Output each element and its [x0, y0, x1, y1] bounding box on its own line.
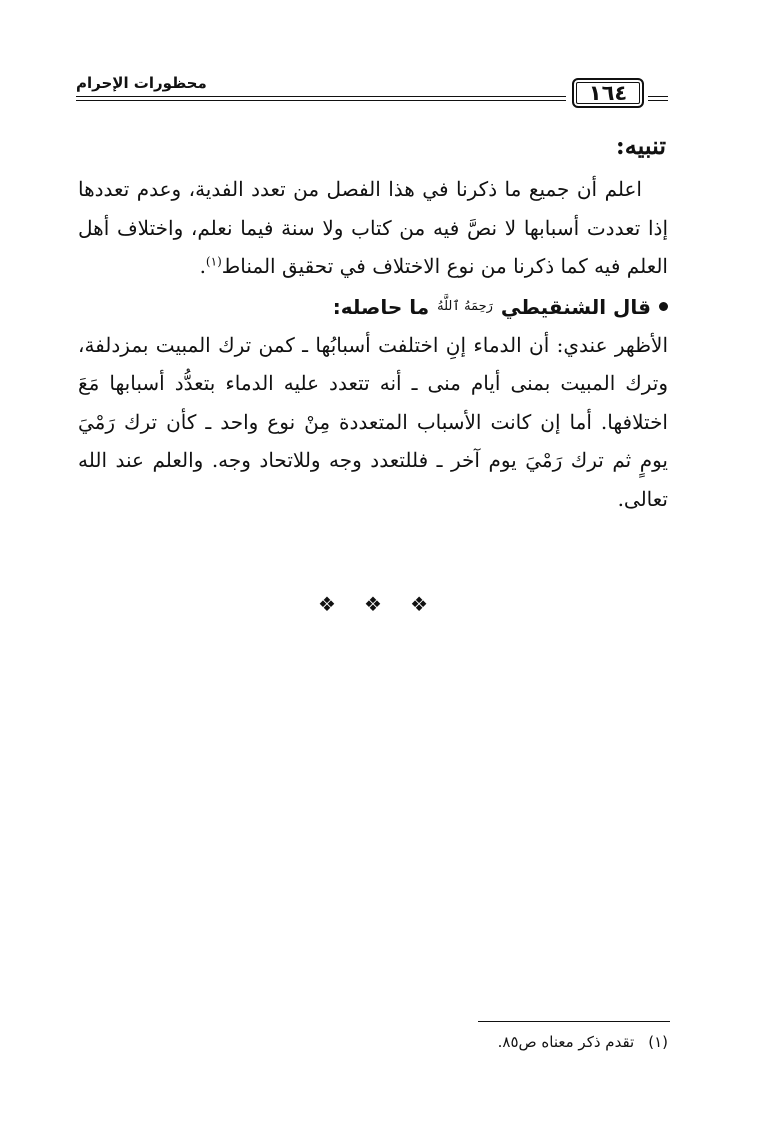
ornament-diamond-icon: ❖: [410, 592, 428, 616]
footnote-separator: [478, 1021, 670, 1022]
paragraph-note: [78, 170, 668, 286]
note-heading: تنبيه:: [615, 131, 666, 160]
quote-heading-end: ما حاصله:: [332, 294, 430, 319]
paragraph-quote: الأظهر عندي: أن الدماء إنِ اختلفت أسبابُها ـ كمن ترك المبيت بمزدلفة، وترك المبيت بمنى أيام منى ـ أنه تتعدد عليه الدماء بتعدُّد أسبابها مَعَ اختلافها. أما إن كانت الأسباب المتعددة مِنْ نوع واحد ـ كأن ترك رَمْيَ يومٍ ثم ترك رَمْيَ يوم آخر ـ فللتعدد وجه وللاتحاد وجه. والعلم عند الله تعالى.: [78, 332, 669, 511]
footnote-reference: (١): [205, 254, 222, 269]
bullet-icon: [659, 302, 668, 311]
header-rule: [76, 96, 566, 101]
page-header: [76, 74, 668, 114]
quote-heading-author: قال الشنقيطي: [500, 294, 651, 319]
quote-heading-honorific: رَحِمَهُ ٱللَّهُ: [437, 298, 493, 314]
section-ornament: [318, 592, 428, 616]
paragraph-note-end: .: [199, 254, 206, 278]
page-number: ١٦٤: [572, 78, 644, 108]
quote-heading: [78, 288, 668, 326]
header-rule-end: [648, 96, 668, 101]
running-title: محظورات الإحرام: [76, 74, 215, 92]
page-content: [78, 128, 668, 518]
footnote-text: تقدم ذكر معناه ص٨٥.: [497, 1033, 635, 1051]
footnote-number: (١): [648, 1033, 668, 1051]
footnote: [498, 1030, 668, 1054]
ornament-diamond-icon: ❖: [364, 592, 382, 616]
ornament-diamond-icon: ❖: [318, 592, 336, 616]
paragraph-note-text: اعلم أن جميع ما ذكرنا في هذا الفصل من تعدد الفدية، وعدم تعددها إذا تعددت أسبابها لا نصَّ فيه من كتاب ولا سنة فيما نعلم، واختلاف أهل العلم فيه كما ذكرنا من نوع الاختلاف في تحقيق المناط: [78, 177, 668, 278]
